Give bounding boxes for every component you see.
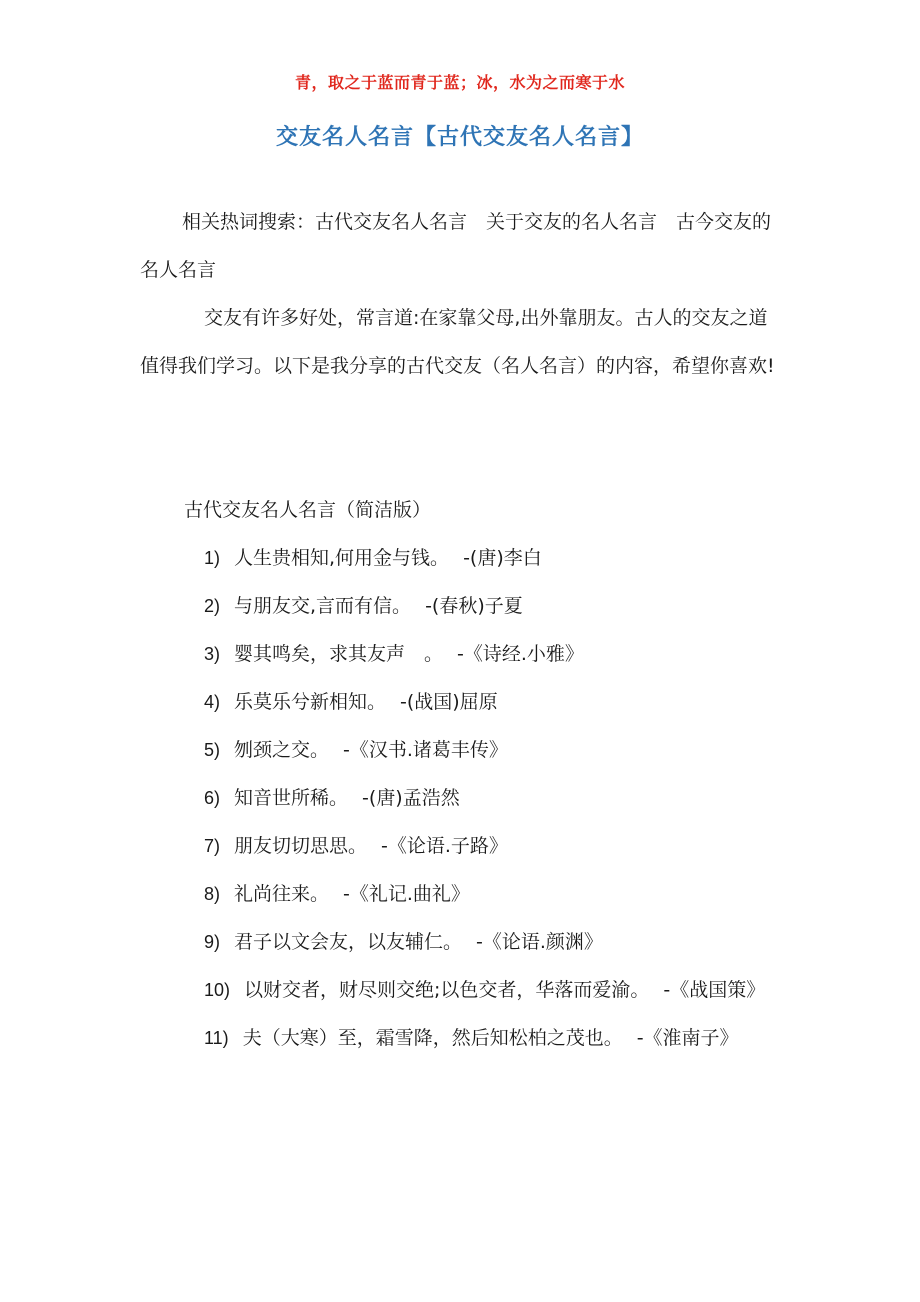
quote-source: -《战国策》 [663,979,766,1001]
quote-number: 2) [204,596,221,616]
quote-text: 与朋友交,言而有信。 [234,595,412,617]
header-motto: 青，取之于蓝而青于蓝；冰，水为之而寒于水 [294,73,625,92]
quote-number: 8) [204,884,221,904]
quote-number: 9) [204,932,221,952]
quote-source: -(唐)李白 [463,547,542,569]
quote-source: -《诗经.小雅》 [457,643,584,665]
quote-item [140,774,800,822]
quote-source: -《礼记.曲礼》 [343,883,470,905]
quote-item [140,534,800,582]
quote-list [140,534,800,1062]
quote-text: 刎颈之交。 [234,739,330,761]
quote-text: 礼尚往来。 [234,883,330,905]
quote-item [140,870,800,918]
quote-item [140,966,800,1014]
quote-item [140,822,800,870]
document-title: 交友名人名言【古代交友名人名言】 [275,125,644,150]
quote-item [140,630,800,678]
quote-text: 以财交者，财尽则交绝;以色交者，华落而爱渝。 [244,979,650,1001]
section-heading: 古代交友名人名言（简洁版） [184,499,432,521]
quote-text: 朋友切切思思。 [234,835,368,857]
quote-text: 乐莫乐兮新相知。 [234,691,387,713]
quote-item [140,1014,800,1062]
quote-number: 11) [204,1028,229,1048]
quote-source: -(春秋)子夏 [425,595,523,617]
quote-text: 知音世所稀。 [234,787,349,809]
hot-search-keywords: 相关热词搜索：古代交友名人名言 关于交友的名人名言 古今交友的名人名言 [140,211,772,281]
quote-source: -《淮南子》 [636,1027,739,1049]
quote-text: 人生贵相知,何用金与钱。 [234,547,450,569]
quote-number: 1) [204,548,221,568]
quote-source: -《汉书.诸葛丰传》 [343,739,508,761]
quote-source: -《论语.子路》 [381,835,508,857]
quote-number: 6) [204,788,221,808]
quote-number: 5) [204,740,221,760]
intro-paragraph: 交友有许多好处，常言道:在家靠父母,出外靠朋友。古人的交友之道值得我们学习。以下是我分享的古代交友（名人名言）的内容，希望你喜欢! [140,307,775,377]
quote-source: -(唐)孟浩然 [362,787,460,809]
quote-number: 7) [204,836,221,856]
quote-text: 君子以文会友，以友辅仁。 [234,931,463,953]
quote-source: -《论语.颜渊》 [476,931,603,953]
quote-number: 10) [204,980,231,1000]
quote-source: -(战国)屈原 [400,691,498,713]
quote-number: 4) [204,692,221,712]
quote-text: 婴其鸣矣，求其友声 。 [234,643,444,665]
quote-item [140,726,800,774]
quote-number: 3) [204,644,221,664]
quote-item [140,918,800,966]
quote-item [140,582,800,630]
quote-text: 夫（大寒）至，霜雪降，然后知松柏之茂也。 [242,1027,623,1049]
quote-item [140,678,800,726]
